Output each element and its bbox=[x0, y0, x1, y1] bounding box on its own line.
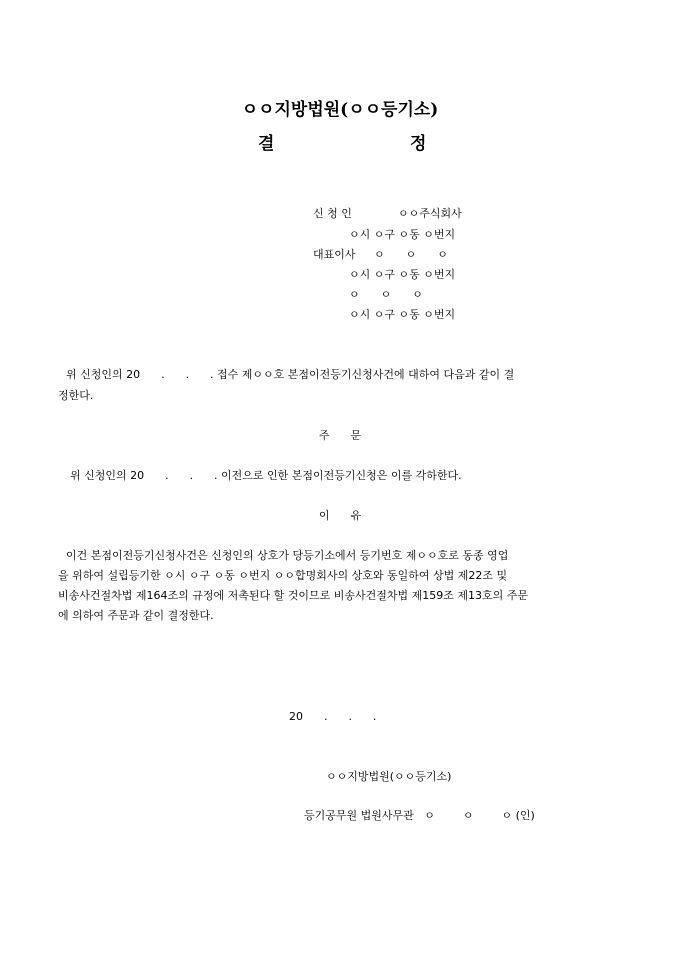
reason-line-4: 에 의하여 주문과 같이 결정한다. bbox=[58, 609, 214, 622]
representative-label: 대표이사 bbox=[313, 248, 356, 261]
document-title: ㅇㅇ지방법원(ㅇㅇ등기소) bbox=[241, 100, 439, 120]
decision-title-right: 정 bbox=[410, 134, 427, 154]
representative-name: ㅇ ㅇ ㅇ bbox=[374, 248, 448, 261]
applicant-label: 신 청 인 bbox=[313, 207, 352, 220]
applicant-name: ㅇㅇ주식회사 bbox=[398, 207, 462, 220]
court-name: ㅇㅇ지방법원(ㅇㅇ등기소) bbox=[326, 770, 452, 783]
applicant-address: ㅇ시 ㅇ구 ㅇ동 ㅇ번지 bbox=[349, 228, 456, 241]
reason-line-2: 을 위하여 설립등기한 ㅇ시 ㅇ구 ㅇ동 ㅇ번지 ㅇㅇ합명회사의 상호와 동일하여 상법 제22조 및 bbox=[58, 569, 508, 582]
reason-line-3: 비송사건절차법 제164조의 규정에 저촉된다 할 것이므로 비송사건절차법 제159조 제13호의 주문 bbox=[58, 589, 528, 602]
intro-line-1: 위 신청인의 20 . . . 접수 제ㅇㅇ호 본점이전등기신청사건에 대하여 다음과 같이 결 bbox=[66, 368, 515, 381]
reason-heading: 이 유 bbox=[318, 509, 362, 522]
official-signature-line: 등기공무원 법원사무관 ㅇ ㅇ ㅇ (인) bbox=[304, 809, 535, 822]
second-person-address: ㅇ시 ㅇ구 ㅇ동 ㅇ번지 bbox=[349, 308, 456, 321]
order-heading: 주 문 bbox=[318, 429, 362, 442]
order-text: 위 신청인의 20 . . . 이전으로 인한 본점이전등기신청은 이를 각하한다. bbox=[70, 469, 462, 482]
reason-line-1: 이건 본점이전등기신청사건은 신청인의 상호가 당등기소에서 등기번호 제ㅇㅇ호로 동종 영업 bbox=[66, 549, 509, 562]
intro-line-2: 정한다. bbox=[58, 389, 94, 402]
decision-date: 20 . . . bbox=[289, 710, 377, 723]
representative-address: ㅇ시 ㅇ구 ㅇ동 ㅇ번지 bbox=[349, 268, 456, 281]
decision-title-left: 결 bbox=[258, 134, 275, 154]
second-person-name: ㅇ ㅇ ㅇ bbox=[349, 288, 423, 301]
